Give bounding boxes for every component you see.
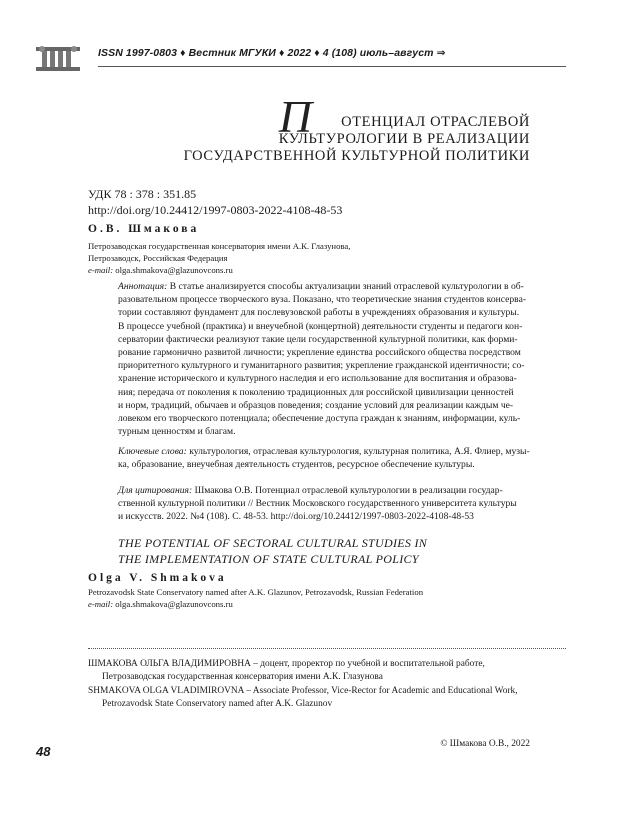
- abstract-line: ния; передача от поколения к поколению традиционных для российской цивилизации ценностей: [118, 386, 514, 398]
- header-divider: [98, 66, 566, 67]
- footnote-divider: [88, 648, 566, 649]
- issn: ISSN 1997-0803: [98, 47, 178, 59]
- author-name-en: Olga V. Shmakova: [88, 572, 227, 584]
- abstract-line: серватории фактически реализуют такие цели государственной культурной политики, как форми-: [118, 333, 518, 345]
- affiliation-line-2: Петрозаводск, Российская Федерация: [88, 253, 228, 263]
- title-en-line-2: THE IMPLEMENTATION OF STATE CULTURAL POLICY: [118, 552, 419, 566]
- abstract-line: ловеком его творческого потенциала; обеспечение доступа граждан к знаниям, информации, куль-: [118, 413, 521, 425]
- running-header: [98, 47, 446, 59]
- author-block-en: [88, 572, 423, 610]
- separator: ♦: [278, 47, 285, 59]
- affiliation-line-1: Петрозаводская государственная консерватория имени А.К. Глазунова,: [88, 241, 351, 251]
- page-number: 48: [36, 744, 51, 759]
- abstract: [118, 280, 536, 438]
- citation-line: и искусств. 2022. №4 (108). С. 48-53. http://doi.org/10.24412/1997-0803-2022-4108-48-53: [118, 511, 474, 523]
- article-title-ru: [183, 91, 530, 165]
- year: 2022: [287, 47, 312, 59]
- title-line-1: ОТЕНЦИАЛ ОТРАСЛЕВОЙ: [341, 114, 530, 130]
- keywords: [118, 445, 536, 471]
- bio-ru-line-1: ШМАКОВА ОЛЬГА ВЛАДИМИРОВНА – доцент, проректор по учебной и воспитательной работе,: [88, 659, 485, 669]
- copyright: © Шмакова О.В., 2022: [440, 739, 530, 749]
- separator: ♦: [314, 47, 320, 59]
- citation: [118, 484, 536, 524]
- bio-en-line-1: SHMAKOVA OLGA VLADIMIROVNA – Associate Professor, Vice-Rector for Academic and Educational Work,: [88, 686, 518, 696]
- author-bio: [88, 658, 536, 710]
- email-label: e-mail:: [88, 599, 114, 609]
- author-email-ru[interactable]: olga.shmakova@glazunovcons.ru: [115, 265, 233, 275]
- bio-en-line-2: Petrozavodsk State Conservatory named after A.K. Glazunov: [102, 698, 333, 709]
- issue: 4 (108) июль–август: [322, 47, 434, 59]
- author-block-ru: [88, 223, 350, 276]
- separator: ♦: [180, 47, 186, 59]
- author-name-ru: О.В. Шмакова: [88, 223, 200, 235]
- abstract-line: тории составляют фундамент для послевузовской работы в учреждениях образования и культуры.: [118, 307, 520, 319]
- affiliation-en: Petrozavodsk State Conservatory named after A.K. Glazunov, Petrozavodsk, Russian Federation: [88, 587, 424, 597]
- abstract-line: В процессе учебной (практика) и внеучебной (концертной) деятельности студенты и педагоги кон-: [118, 320, 523, 332]
- abstract-line: В статье анализируется способы актуализации знаний отраслевой культурологии в об-: [169, 281, 524, 292]
- article-title-en: [118, 535, 427, 567]
- abstract-line: турным ценностям и благам.: [118, 426, 236, 438]
- abstract-line: хранение исторического и культурного наследия и его использование для воспитания и образова-: [118, 373, 517, 385]
- citation-label: Для цитирования:: [118, 485, 193, 496]
- keywords-line: ка, образование, внеучебная деятельность студентов, ресурсное обеспечение культуры.: [118, 459, 475, 471]
- title-line-3: ГОСУДАРСТВЕННОЙ КУЛЬТУРНОЙ ПОЛИТИКИ: [183, 148, 530, 164]
- udk-block: [88, 186, 342, 218]
- keywords-line: культурология, отраслевая культурология, культурная политика, А.Я. Флиер, музы-: [189, 446, 530, 457]
- abstract-line: и норм, традиций, обычаев и образцов поведения; создание условий для реализации каждым че-: [118, 399, 514, 411]
- email-label: e-mail:: [88, 265, 114, 275]
- author-email-en[interactable]: olga.shmakova@glazunovcons.ru: [115, 599, 233, 609]
- citation-line: Шмакова О.В. Потенциал отраслевой культурологии в реализации государ-: [194, 485, 503, 496]
- keywords-label: Ключевые слова:: [118, 446, 187, 457]
- drop-cap: П: [278, 91, 312, 142]
- doi-link[interactable]: http://doi.org/10.24412/1997-0803-2022-4108-48-53: [88, 203, 343, 217]
- bio-ru-line-2: Петрозаводская государственная консерватория имени А.К. Глазунова: [102, 671, 383, 682]
- udk: УДК 78 : 378 : 351.85: [88, 187, 197, 201]
- journal-name: Вестник МГУКИ: [188, 47, 276, 59]
- abstract-line: приоритетного культурного и гуманитарного развития; укрепление гражданской идентичности; со-: [118, 360, 525, 372]
- title-en-line-1: THE POTENTIAL OF SECTORAL CULTURAL STUDIES IN: [118, 536, 428, 550]
- citation-line: ственной культурной политики // Вестник Московского государственного университета культуры: [118, 498, 517, 510]
- journal-logo: [36, 45, 80, 73]
- abstract-line: разовательном процессе творческого вуза. Показано, что теоретические знания студентов консерва-: [118, 294, 527, 306]
- title-line-2: КУЛЬТУРОЛОГИИ В РЕАЛИЗАЦИИ: [278, 131, 530, 147]
- arrow-icon: ⇒: [436, 47, 446, 59]
- abstract-line: рование гармонично развитой личности; укрепление единства российского общества посредством: [118, 347, 521, 359]
- abstract-label: Аннотация:: [118, 281, 168, 292]
